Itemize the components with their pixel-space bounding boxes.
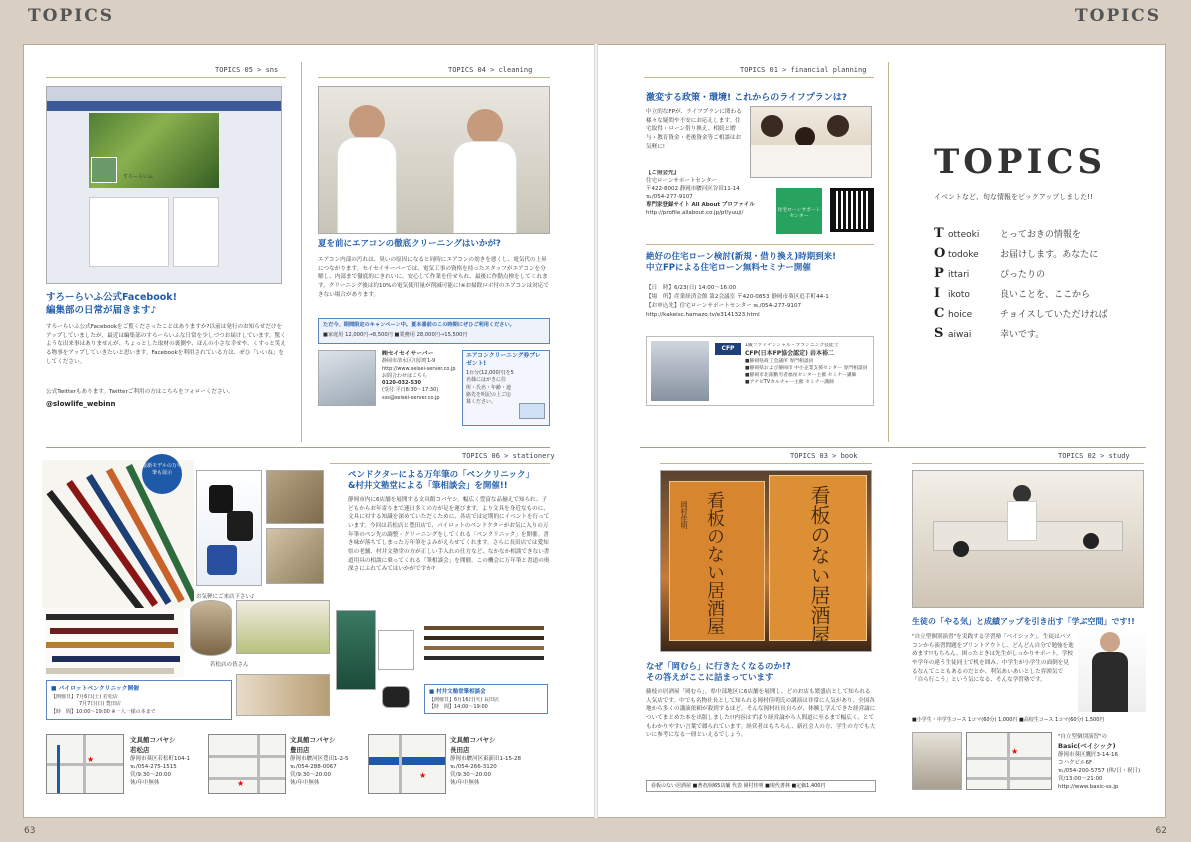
brand-logo-left: TOPICS (28, 6, 115, 26)
sns-title: すろーらいふ公式Facebook! 編集部の日常が届きます♪ (46, 292, 177, 316)
divider (330, 463, 550, 464)
divider (644, 77, 874, 78)
divider (912, 463, 1144, 464)
fp-portrait (651, 341, 709, 401)
seminar-details: 【日 時】6/23(日) 14:00〜16:00 【場 所】産業経済会館 第2会議室 〒420-0853 静岡市葵区追手町44-1 【お申込先】住宅ローンサポートセンター ℡/054-277-9107 http://kakeisc.hamazo.tv/e3141323.html (646, 285, 829, 318)
twitter-handle-link[interactable]: @slowlife_webinn (46, 400, 116, 408)
divider (640, 447, 1146, 448)
cleaning-staff-photo (318, 86, 550, 234)
stationery-body: 静岡市内に6店舗を展開する文具館コバヤシ。幅広く豊富な品揃えで知られ、子どもからお年寄りまで連日多くの方が足を運びます。より文具を身近なものに、文具に対する知識を深めていただくために、各店では定期的にイベントを行っています。今回は若松店と豊田店で、パイロットのペンドクターがお気に入りの万年筆のペン先の調整・クリーニングをしてくれる「ペンクリニック」を開催。書き味が落ちてしまった万年筆をよみがえらせてくれます。さらに長田店では愛知県の老舗、村井文塾堂の方が正しい手入れの仕方など、なかなか相談できない書道用具の相談に乗ってくれる「筆相談会」を開催。この機会に万年筆と書道の奥深さにふれてみてはいかがですか? (348, 497, 550, 573)
sns-twitter-text: 公式Twitterもあります。Twitterご利用の方はこちらをフォローください。 (46, 389, 234, 395)
map-toyoda: ★ (208, 734, 286, 794)
classroom-photo (912, 470, 1144, 608)
cleaning-body: エアコン内部の汚れは、臭いの原因になると同時にエアコンの効きを悪くし、電気代の上昇につながります。セイセイサーバーでは、電気工事の資格を持ったスタッフがエアコンを分解し、内部まで徹底的にきれいに。安心して作業を任せられ、最後に作動点検をしてくれます。クリーニング後は約10%の電気使用量が削減可能に!※お掃除ロボ付のエアコンは対応できない場合があります。 (318, 257, 550, 298)
book-info-bar: 看板のない居酒屋 ■著者/岡65店舗 代表 岡村佳明 ■現代書林 ■定価1,400円 (646, 780, 876, 792)
fp-profile-box: CFP 1級ファイナンシャル・プランニング技能士 CFP(日本FP協会認定) 岩本裕二 ■静岡県商工会議所 専門相談員 ■静岡県および静岡市 中小企業支援センター 専門相談員 ■静岡市北部勤労者福祉センター主催 セミナー講師 ■アナビTVカルチャー主催 セミナー講師 (646, 336, 874, 406)
paper-photo (378, 630, 414, 670)
book-title: なぜ「岡むら」に行きたくなるのか!? その答えがここに詰まっています (646, 662, 791, 684)
aircon-work-photo (318, 350, 376, 406)
divider (301, 62, 302, 442)
ink-stone-photo (382, 686, 410, 708)
financial-title: 激変する政策・環境! これからのライフプランは? (646, 93, 847, 103)
sns-header: TOPICS 05 > sns (215, 66, 279, 74)
financial-contact: 【ご照会先】 住宅ローンサポートセンター 〒422-8002 静岡市駿河区谷田11-14 ℡/054-277-9107 専門家登録サイト All About プロファイル http://profile.allabout.co.jp/pf/yuuji/ (646, 170, 755, 216)
topics-logo: TOPICS (934, 142, 1107, 182)
store-shelf-photo (266, 470, 324, 524)
cleaning-header: TOPICS 04 > cleaning (448, 66, 533, 74)
cleaning-title: 夏を前にエアコンの徹底クリーニングはいかが? (318, 239, 501, 249)
financial-intro: 中立的なFPが、ライフプランに関わる様々な疑問や不安にお応えします。住宅取得・ローン借り換え、相続と贈与・教育資金・老後資金等ご相談はお気軽に! (646, 109, 742, 150)
family-photo (750, 106, 872, 178)
stationery-title: ペンドクターによる万年筆の「ペンクリニック」 &村井文塾堂による「筆相談会」を開催!! (348, 470, 534, 492)
pen-clinic-box: ■ パイロットペンクリニック開催 【開催日】7月6日(土) 若松店 7月7日(日) 豊田店 【時 間】10:00〜19:00 ※一人一様の本まで (46, 680, 232, 720)
brushes-photo (414, 618, 550, 668)
gift-box: エアコンクリーニング券プレゼント! 1台分(12,000円)を5名様にはがきに住所・氏名・年齢・連絡先を明記の上ご応募ください。 (462, 350, 550, 426)
study-body: "自立型個別演習"を実践する学習塾「ベイシック」。生徒はパソコンから演習問題をプリントアウトし、どんどん自分で勉強を進めます!!もちろん、困ったときは先生がしっかりサポート。学校や学年の違う生徒同士で机を囲み、中学生が小学生の面倒を見るなんてこともあるのだとか。利気あいあいとした雰囲気で「自ら行こう」という気になる、そんな学習塾です。 (912, 634, 1074, 684)
ink-bottles-photo (196, 470, 262, 586)
divider (646, 244, 874, 245)
seminar-title: 絶好の住宅ローン検討(新規・借り換え)時期到来! 中立FPによる住宅ローン無料セミナー開催 (646, 252, 836, 274)
stationery-header: TOPICS 06 > stationery (462, 452, 555, 460)
study-title: 生徒の「やる気」と成績アップを引き出す「学ぶ空間」です!! (912, 617, 1135, 626)
divider (318, 77, 550, 78)
store-interior-photo (236, 674, 330, 716)
shop-basic: "自立型個別演習"の Basic(ベイシック) 静岡市葵区鷹匠3-14-16 コハクビル6F ℡/054-200-5757 (休/日・祝日) 営/13:00〜21:00 http://www.basic-ss.jp (1058, 734, 1141, 790)
page-number-left: 63 (24, 826, 36, 836)
financial-header: TOPICS 01 > financial planning (740, 66, 867, 74)
sns-body: すろーらいふ公式Facebookをご覧くださったことはありますか?以前は発行のお知らせだけをアップしていましたが、最近は編集部のすろーらいふな日常を少しづつお届けしています。驚くような出来事はありませんが、ちょっとした取材の裏側や、ほんの小さな幸せや、くすっと笑える物事をアップしていきたいと思います。Facebookを利用されている方は、ぜひ「いいね」をしてください。 (46, 324, 286, 365)
store-display-photo (266, 528, 324, 584)
shop-wakamatsu: 文具館コバヤシ 若松店 静岡市葵区若松町104-1 ℡/054-275-1515 営/9:30〜20:00 休/年中無休 (130, 736, 190, 786)
drum-photo (190, 600, 232, 656)
teacher-photo (1078, 628, 1146, 712)
divider (660, 463, 872, 464)
cleaning-company-info: ㈱セイセイサーバー 静岡市清水区川原町1-9 http://www.seisei-server.co.jp お問合わせはこちら 0120-032-530 (受付:平日8:30〜17:30) sss@seisei-server.co.jp (382, 351, 456, 401)
qr-code[interactable] (830, 188, 874, 232)
spine (594, 44, 598, 818)
pen-collection-photo (46, 608, 184, 678)
page-number-right: 62 (1155, 826, 1167, 836)
caption-welcome: お気軽にご来店下さい♪ (196, 594, 255, 600)
book-header: TOPICS 03 > book (790, 452, 858, 460)
topics-tagline: イベントなど、旬な情報をピックアップしました!! (934, 193, 1093, 201)
brand-logo-right: TOPICS (1074, 6, 1161, 26)
divider (46, 447, 550, 448)
pen-bubble: 最新モデルの万年筆も展示 (142, 454, 182, 494)
staff-group-photo (236, 600, 330, 654)
loan-center-logo: 住宅ローンサポートセンター (776, 188, 822, 234)
study-prices: ■小学生・中学生コース 1コマ(60分) 1,000円 ■高校生コース 1コマ(60分) 1,500円 (912, 717, 1105, 723)
study-header: TOPICS 02 > study (1058, 452, 1130, 460)
divider (46, 77, 286, 78)
school-interior-photo (912, 732, 962, 790)
facebook-screenshot: すろーらいふ (46, 86, 282, 284)
book-cover-photo: 看板のない居酒屋 看板のない居酒屋 岡村佳明 (660, 470, 872, 652)
campaign-box: ただ今、期間限定のキャンペーン中。夏本番前のこの時期にぜひご利用ください。 ■家庭用 12,000円→8,500円 ■業務用 28,000円→15,500円 (318, 318, 550, 344)
brush-consult-box: ■ 村井文塾堂筆相談会 【開催日】6月16日(火) 長田店 【時 間】14:00〜19:00 (424, 684, 548, 714)
book-body: 藤枝の居酒屋「岡むら」。県中部地区に6店舗を展開し、どのお店も繁盛店として知られる人気店です。中でも名物社長として知られる岡村佳明氏の講演は非常に人気があり、全国各地から多くの講演依頼が殺到するほど。そんな岡村社長自らが、体験し学んできた経営論についてまとめた本を出版しました!!内容はずばり経営論から人間道に至るまで幅広く、とてもわかりやすい言葉で綴られています。経営者はもちろん、新社会人の方、学生の方でも大いに参考になる一冊といえるでしょう。 (646, 689, 876, 739)
map-basic: ★ (966, 732, 1052, 790)
shop-toyoda: 文具館コバヤシ 豊田店 静岡市駿河区豊田1-2-5 ℡/054-288-0067 営/9:30〜20:00 休/年中無休 (290, 736, 349, 786)
divider (888, 62, 889, 442)
map-osada: ★ (368, 734, 446, 794)
caption-staff: 若松店の皆さん (210, 662, 249, 668)
hanging-scroll-photo (336, 610, 376, 690)
shop-osada: 文具館コバヤシ 長田店 静岡市駿河区東新田1-15-28 ℡/054-266-3120 営/9:30〜20:00 休/年中無休 (450, 736, 521, 786)
map-wakamatsu: ★ (46, 734, 124, 794)
